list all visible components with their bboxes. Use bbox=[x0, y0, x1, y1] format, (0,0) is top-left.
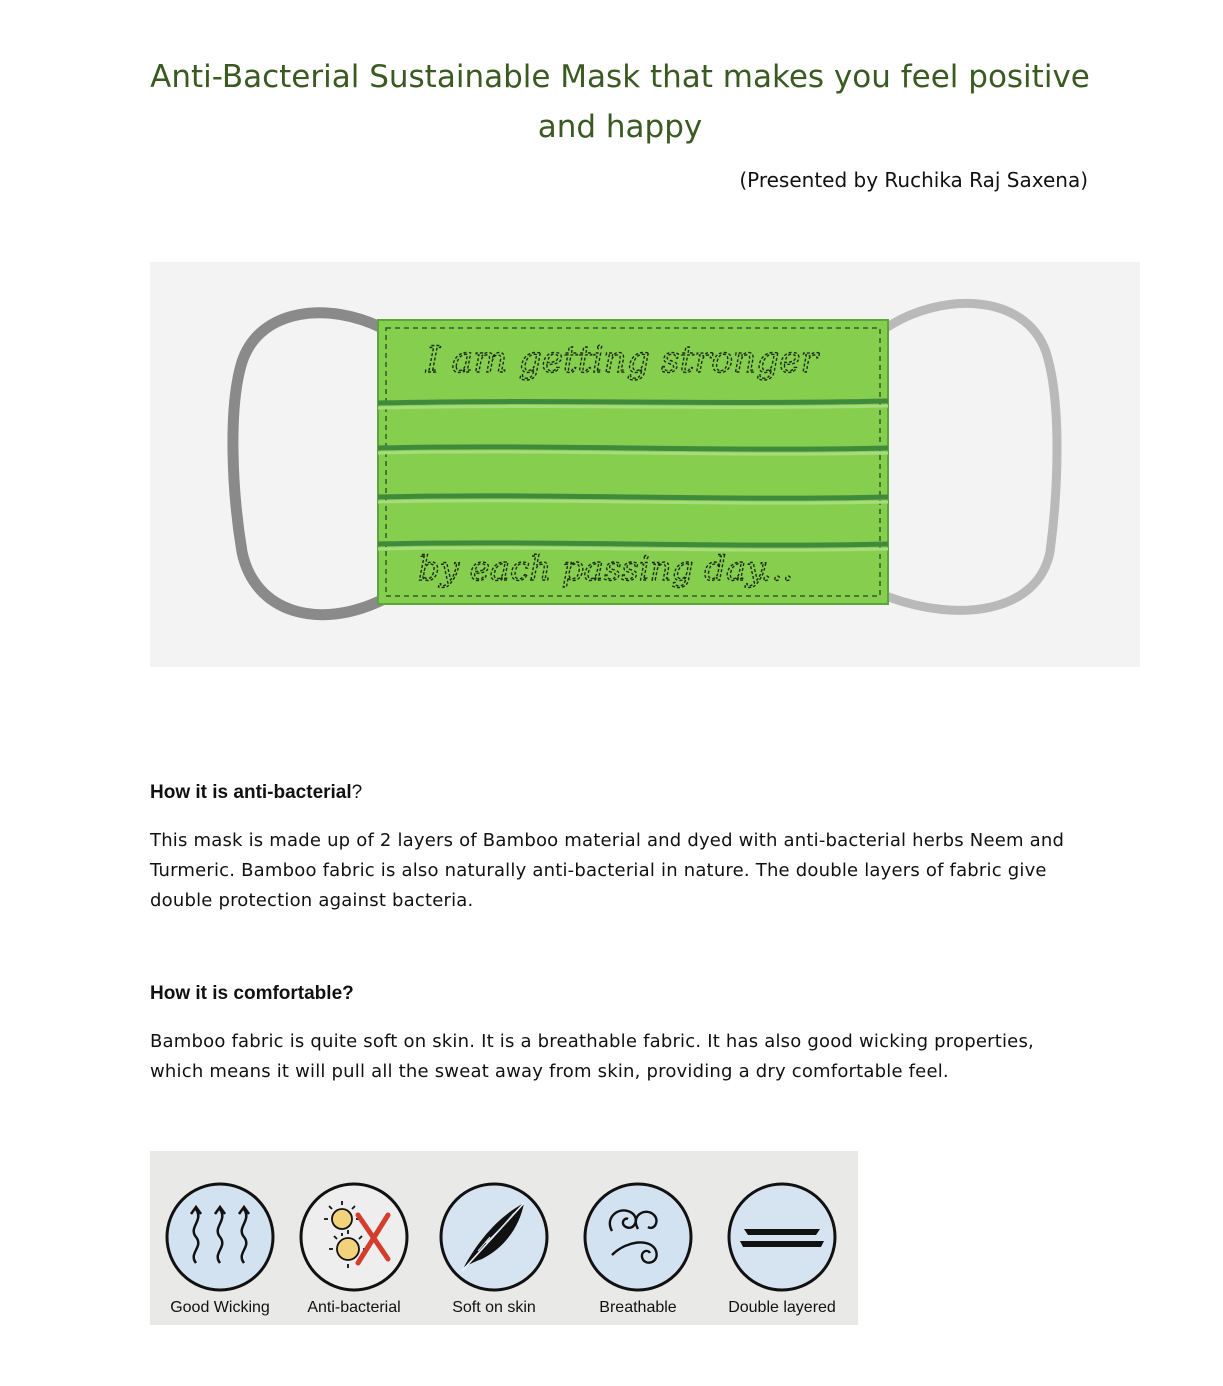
presenter-byline: (Presented by Ruchika Raj Saxena) bbox=[739, 168, 1088, 192]
feature-label: Good Wicking bbox=[170, 1299, 270, 1316]
feature-double-layered bbox=[712, 1151, 852, 1325]
feature-label: Breathable bbox=[599, 1299, 677, 1316]
double-layer-icon bbox=[726, 1181, 838, 1293]
left-ear-loop bbox=[233, 313, 382, 615]
feature-soft-on-skin bbox=[424, 1151, 564, 1325]
section-heading-comfortable: How it is comfortable? bbox=[150, 983, 354, 1004]
section-body-antibacterial: This mask is made up of 2 layers of Bamboo material and dyed with anti-bacterial herbs Neem and Turmeric. Bamboo fabric is also naturally anti-bacterial in nature. The double layers of fabric give double protection against bacteria. bbox=[150, 830, 1065, 911]
no-bacteria-icon bbox=[298, 1181, 410, 1293]
air-swirl-icon bbox=[582, 1181, 694, 1293]
wavy-arrows-icon bbox=[164, 1181, 276, 1293]
section-heading-antibacterial: How it is anti-bacterial? bbox=[150, 782, 363, 803]
feature-icons-panel bbox=[150, 1151, 858, 1325]
section-body-comfortable: Bamboo fabric is quite soft on skin. It is a breathable fabric. It has also good wicking properties, which means it will pull all the sweat away from skin, providing a dry comfortable feel. bbox=[150, 1031, 1034, 1082]
mask-text-line1: I am getting stronger bbox=[426, 340, 818, 381]
feature-breathable bbox=[568, 1151, 708, 1325]
feather-icon bbox=[438, 1181, 550, 1293]
feature-label: Anti-bacterial bbox=[307, 1299, 401, 1316]
mask-text-line2: by each passing day... bbox=[418, 549, 794, 589]
feature-good-wicking bbox=[150, 1151, 290, 1325]
feature-label: Double layered bbox=[728, 1299, 836, 1316]
feature-label: Soft on skin bbox=[452, 1299, 536, 1316]
right-ear-loop bbox=[886, 303, 1057, 610]
page-title: Anti-Bacterial Sustainable Mask that makes you feel positive and happy bbox=[150, 59, 1090, 145]
feature-anti-bacterial bbox=[284, 1151, 424, 1325]
mask-illustration bbox=[150, 262, 1140, 667]
